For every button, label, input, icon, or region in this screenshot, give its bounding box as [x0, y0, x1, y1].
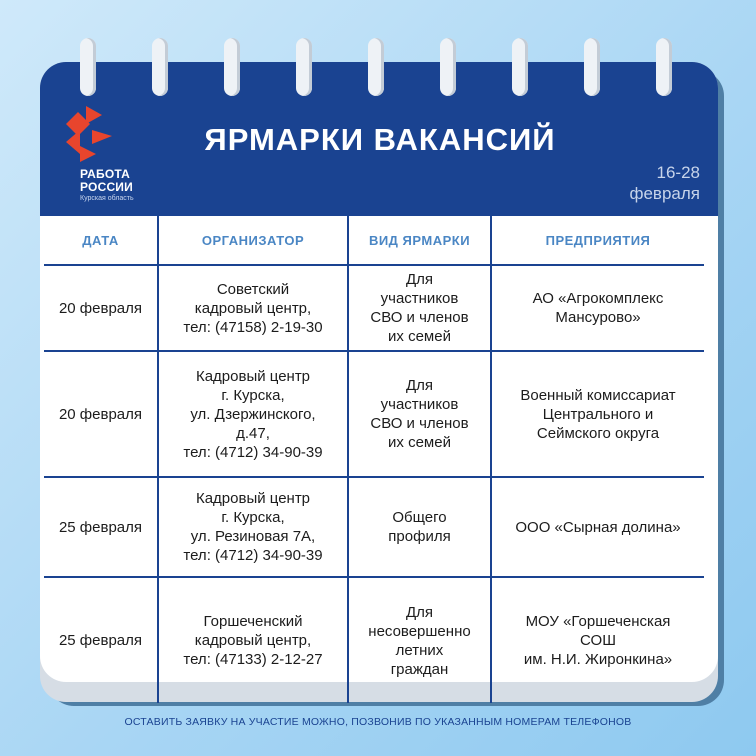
cell-type: Для участников СВО и членов их семей: [348, 351, 491, 477]
job-fairs-table: [44, 216, 704, 703]
binder-ring-icon: [580, 38, 604, 96]
logo-text: [80, 168, 134, 204]
cell-type: Для участников СВО и членов их семей: [348, 265, 491, 351]
table-row: [44, 351, 704, 477]
binder-ring-icon: [292, 38, 316, 96]
cell-date: 25 февраля: [44, 477, 158, 577]
cell-date: 20 февраля: [44, 265, 158, 351]
logo-region: Курская область: [80, 195, 134, 202]
logo-line-2: РОССИИ: [80, 180, 133, 194]
footer-note: ОСТАВИТЬ ЗАЯВКУ НА УЧАСТИЕ МОЖНО, ПОЗВОНИВ ПО УКАЗАННЫМ НОМЕРАМ ТЕЛЕФОНОВ: [124, 716, 632, 728]
cell-date: 25 февраля: [44, 577, 158, 703]
cell-organizer: Кадровый центр г. Курска, ул. Резиновая 7А, тел: (4712) 34-90-39: [158, 477, 348, 577]
table-header-row: [44, 216, 704, 265]
cell-companies: АО «Агрокомплекс Мансурово»: [491, 265, 704, 351]
column-header-organizer: ОРГАНИЗАТОР: [158, 216, 348, 265]
binder-ring-icon: [508, 38, 532, 96]
date-range-days: 16-28: [656, 163, 700, 182]
column-header-companies: ПРЕДПРИЯТИЯ: [491, 216, 704, 265]
binder-ring-icon: [652, 38, 676, 96]
cell-organizer: Кадровый центр г. Курска, ул. Дзержинского, д.47, тел: (4712) 34-90-39: [158, 351, 348, 477]
table-row: [44, 577, 704, 703]
cell-organizer: Горшеченский кадровый центр, тел: (47133) 2-12-27: [158, 577, 348, 703]
binder-ring-icon: [220, 38, 244, 96]
table-row: [44, 477, 704, 577]
cell-type: Общего профиля: [348, 477, 491, 577]
binder-ring-icon: [76, 38, 100, 96]
cell-date: 20 февраля: [44, 351, 158, 477]
binder-ring-icon: [436, 38, 460, 96]
cell-companies: ООО «Сырная долина»: [491, 477, 704, 577]
date-range: [590, 162, 700, 204]
binder-ring-icon: [148, 38, 172, 96]
date-range-month: февраля: [629, 184, 700, 203]
cell-companies: Военный комиссариат Центрального и Сеймского округа: [491, 351, 704, 477]
table-row: [44, 265, 704, 351]
cell-organizer: Советский кадровый центр, тел: (47158) 2-19-30: [158, 265, 348, 351]
column-header-type: ВИД ЯРМАРКИ: [348, 216, 491, 265]
cell-type: Для несовершенно летних граждан: [348, 577, 491, 703]
column-header-date: ДАТА: [44, 216, 158, 265]
binder-ring-icon: [364, 38, 388, 96]
cell-companies: МОУ «Горшеченская СОШ им. Н.И. Жиронкина»: [523, 613, 673, 668]
page-title: ЯРМАРКИ ВАКАНСИЙ: [204, 122, 556, 157]
logo-line-1: РАБОТА: [80, 167, 131, 181]
